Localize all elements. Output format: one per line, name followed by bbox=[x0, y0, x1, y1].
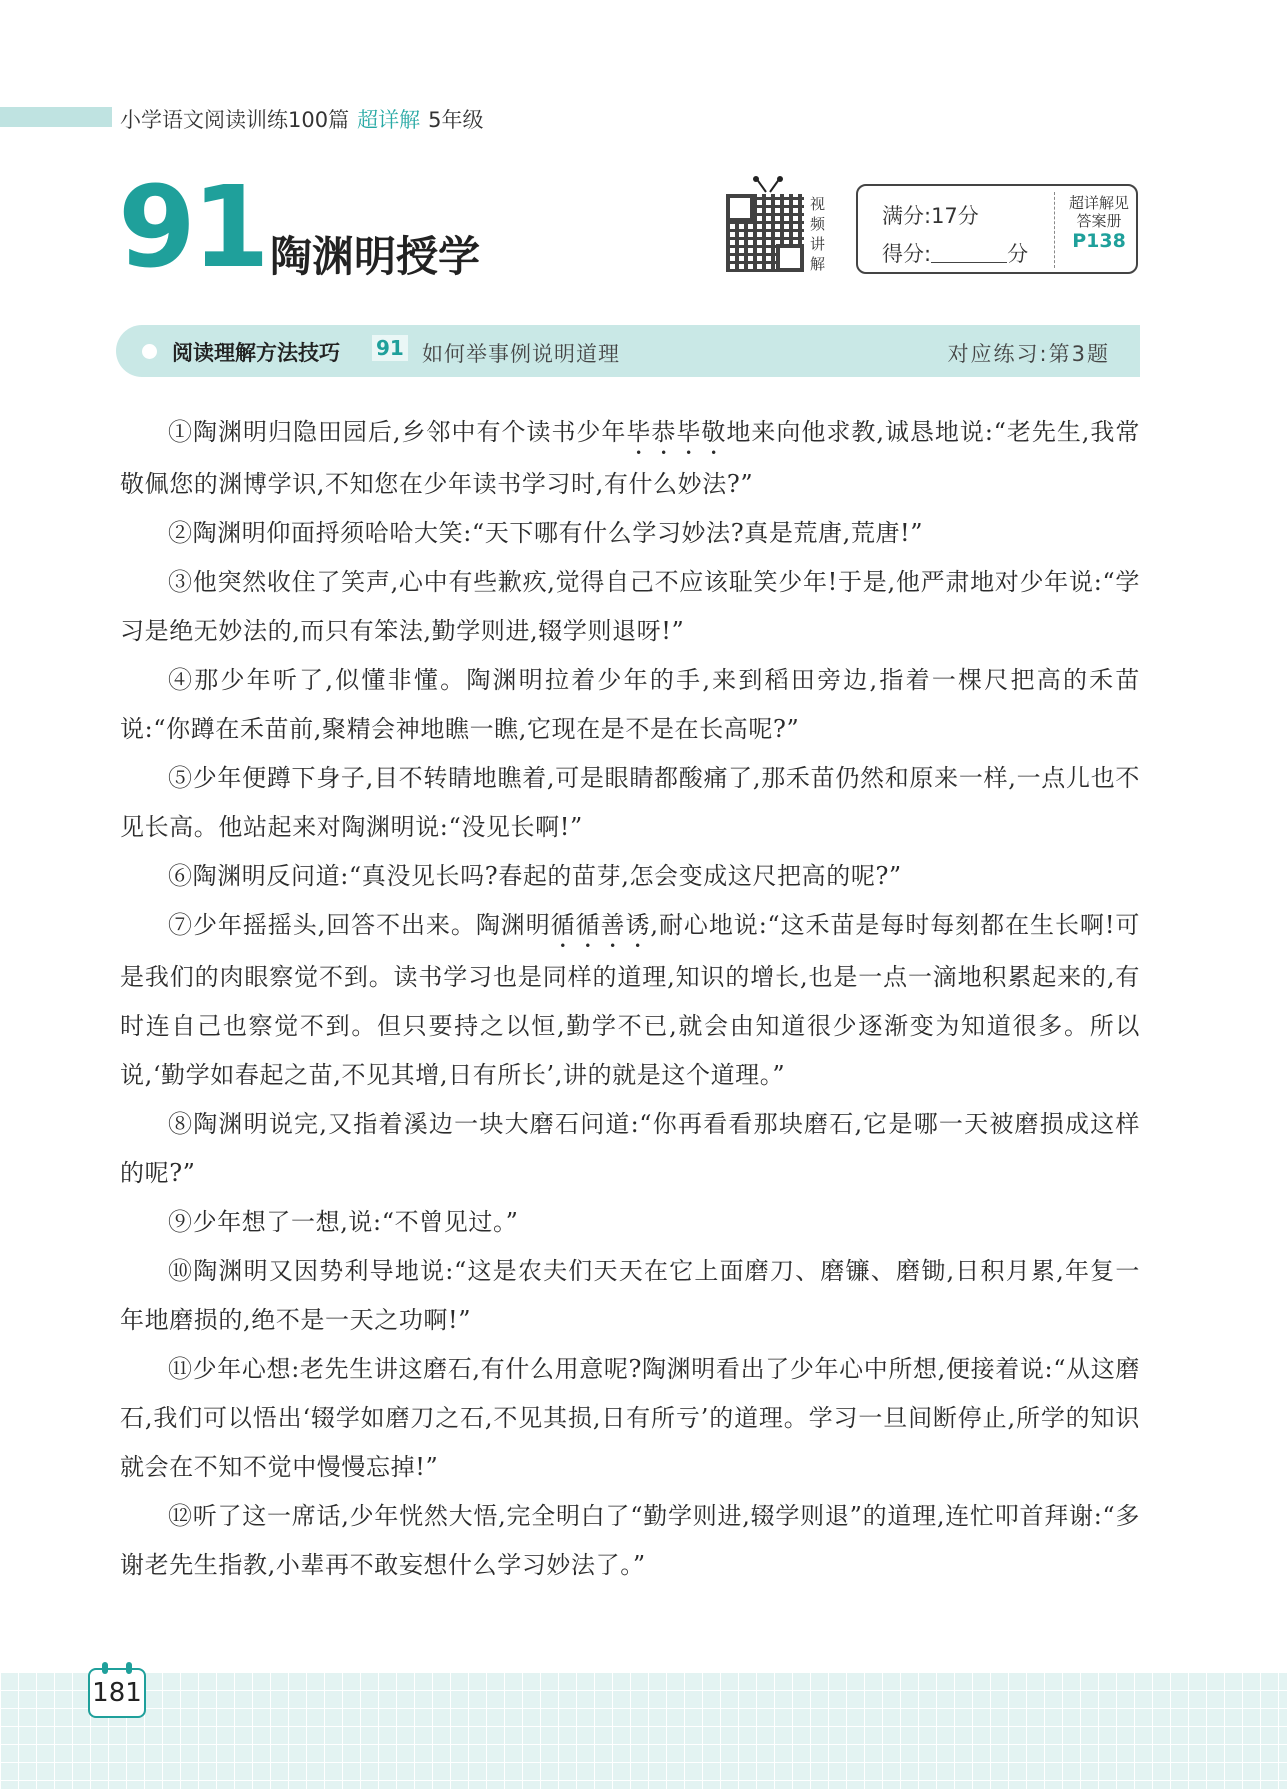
header-accent-strip bbox=[0, 107, 112, 127]
lesson-title: 陶渊明授学 bbox=[270, 232, 481, 281]
method-number: 91 bbox=[372, 335, 408, 361]
paragraph-6: ⑥陶渊明反问道:“真没见长吗?春起的苗芽,怎会变成这尺把高的呢?” bbox=[168, 862, 902, 890]
tv-antenna-icon bbox=[748, 176, 788, 194]
footer-grid bbox=[0, 1672, 1287, 1789]
book-title-main: 小学语文阅读训练100篇 bbox=[120, 108, 350, 132]
score-blank bbox=[931, 242, 1007, 263]
paragraph-1-text-cont: 地来向他求教,诚恳地说:“老先生,我常敬佩您的渊博学识,不知您在少年读书学习时,有什么妙法?” bbox=[120, 418, 1141, 498]
paragraph-4: ④那少年听了,似懂非懂。陶渊明拉着少年的手,来到稻田旁边,指着一棵尺把高的禾苗说:“你蹲在禾苗前,聚精会神地瞧一瞧,它现在是不是在长高呢?” bbox=[120, 666, 1140, 743]
answer-ref-line2: 答案册 bbox=[1076, 212, 1122, 230]
method-label: 阅读理解方法技巧 bbox=[172, 341, 340, 365]
full-score: 满分:17分 bbox=[882, 204, 979, 228]
book-title-accent: 超详解 bbox=[357, 108, 421, 132]
book-grade: 5年级 bbox=[428, 108, 484, 132]
bullet-dot-icon bbox=[142, 344, 157, 359]
paragraph-2: ②陶渊明仰面捋须哈哈大笑:“天下哪有什么学习妙法?真是荒唐,荒唐!” bbox=[168, 519, 924, 547]
method-topic: 如何举事例说明道理 bbox=[422, 342, 620, 366]
paragraph-3: ③他突然收住了笑声,心中有些歉疚,觉得自己不应该耻笑少年!于是,他严肃地对少年说:“学习是绝无妙法的,而只有笨法,勤学则进,辍学则退呀!” bbox=[120, 568, 1140, 645]
paragraph-9: ⑨少年想了一想,说:“不曾见过。” bbox=[168, 1208, 519, 1236]
qr-label: 视频讲解 bbox=[810, 195, 826, 273]
paragraph-10: ⑩陶渊明又因势利导地说:“这是农夫们天天在它上面磨刀、磨镰、磨锄,日积月累,年复一年地磨损的,绝不是一天之功啊!” bbox=[120, 1257, 1140, 1334]
paragraph-1-text: ①陶渊明归隐田园后,乡邻中有个读书少年 bbox=[168, 418, 627, 446]
paragraph-7 bbox=[120, 901, 1140, 1100]
score-got bbox=[882, 238, 1028, 268]
page-number: 181 bbox=[88, 1668, 146, 1718]
score-unit: 分 bbox=[1007, 242, 1029, 266]
paragraph-8: ⑧陶渊明说完,又指着溪边一块大磨石问道:“你再看看那块磨石,它是哪一天被磨损成这样的呢?” bbox=[120, 1110, 1140, 1187]
answer-ref-line1: 超详解见 bbox=[1068, 194, 1129, 212]
score-box bbox=[856, 184, 1138, 274]
qr-code-icon[interactable] bbox=[726, 194, 804, 272]
paragraph-12: ⑫听了这一席话,少年恍然大悟,完全明白了“勤学则进,辍学则退”的道理,连忙叩首拜谢:“多谢老先生指教,小辈再不敢妄想什么学习妙法了。” bbox=[120, 1502, 1140, 1579]
article-body bbox=[120, 408, 1140, 1590]
qr-code-block[interactable] bbox=[724, 176, 806, 276]
method-bar bbox=[116, 325, 1140, 377]
book-title bbox=[120, 104, 483, 134]
answer-reference bbox=[1060, 194, 1138, 250]
lesson-number: 91 bbox=[118, 163, 266, 293]
paragraph-7-text-cont: ,耐心地说:“这禾苗是每时每刻都在生长啊!可是我们的肉眼察觉不到。读书学习也是同样的道理,知识的增长,也是一点一滴地积累起来的,有时连自己也察觉不到。但只要持之以恒,勤学不已,就会由知道很少逐渐变为知道很多。所以说,‘勤学如春起之苗,不见其增,日有所长’,讲的就是这个道理。” bbox=[120, 911, 1140, 1089]
paragraph-1 bbox=[120, 408, 1140, 509]
method-practice: 对应练习:第3题 bbox=[947, 342, 1110, 366]
paragraph-7-text: ⑦少年摇摇头,回答不出来。陶渊明 bbox=[168, 911, 551, 939]
emphasis-phrase: 循循善诱 bbox=[550, 911, 651, 939]
score-divider bbox=[1054, 192, 1055, 268]
emphasis-phrase: 毕恭毕敬 bbox=[626, 418, 727, 446]
answer-ref-page: P138 bbox=[1072, 230, 1126, 252]
paragraph-11: ⑪少年心想:老先生讲这磨石,有什么用意呢?陶渊明看出了少年心中所想,便接着说:“从这磨石,我们可以悟出‘辍学如磨刀之石,不见其损,日有所亏’的道理。学习一旦间断停止,所学的知识就会在不知不觉中慢慢忘掉!” bbox=[120, 1355, 1140, 1481]
paragraph-5: ⑤少年便蹲下身子,目不转睛地瞧着,可是眼睛都酸痛了,那禾苗仍然和原来一样,一点儿也不见长高。他站起来对陶渊明说:“没见长啊!” bbox=[120, 764, 1140, 841]
score-got-label: 得分: bbox=[882, 242, 932, 266]
